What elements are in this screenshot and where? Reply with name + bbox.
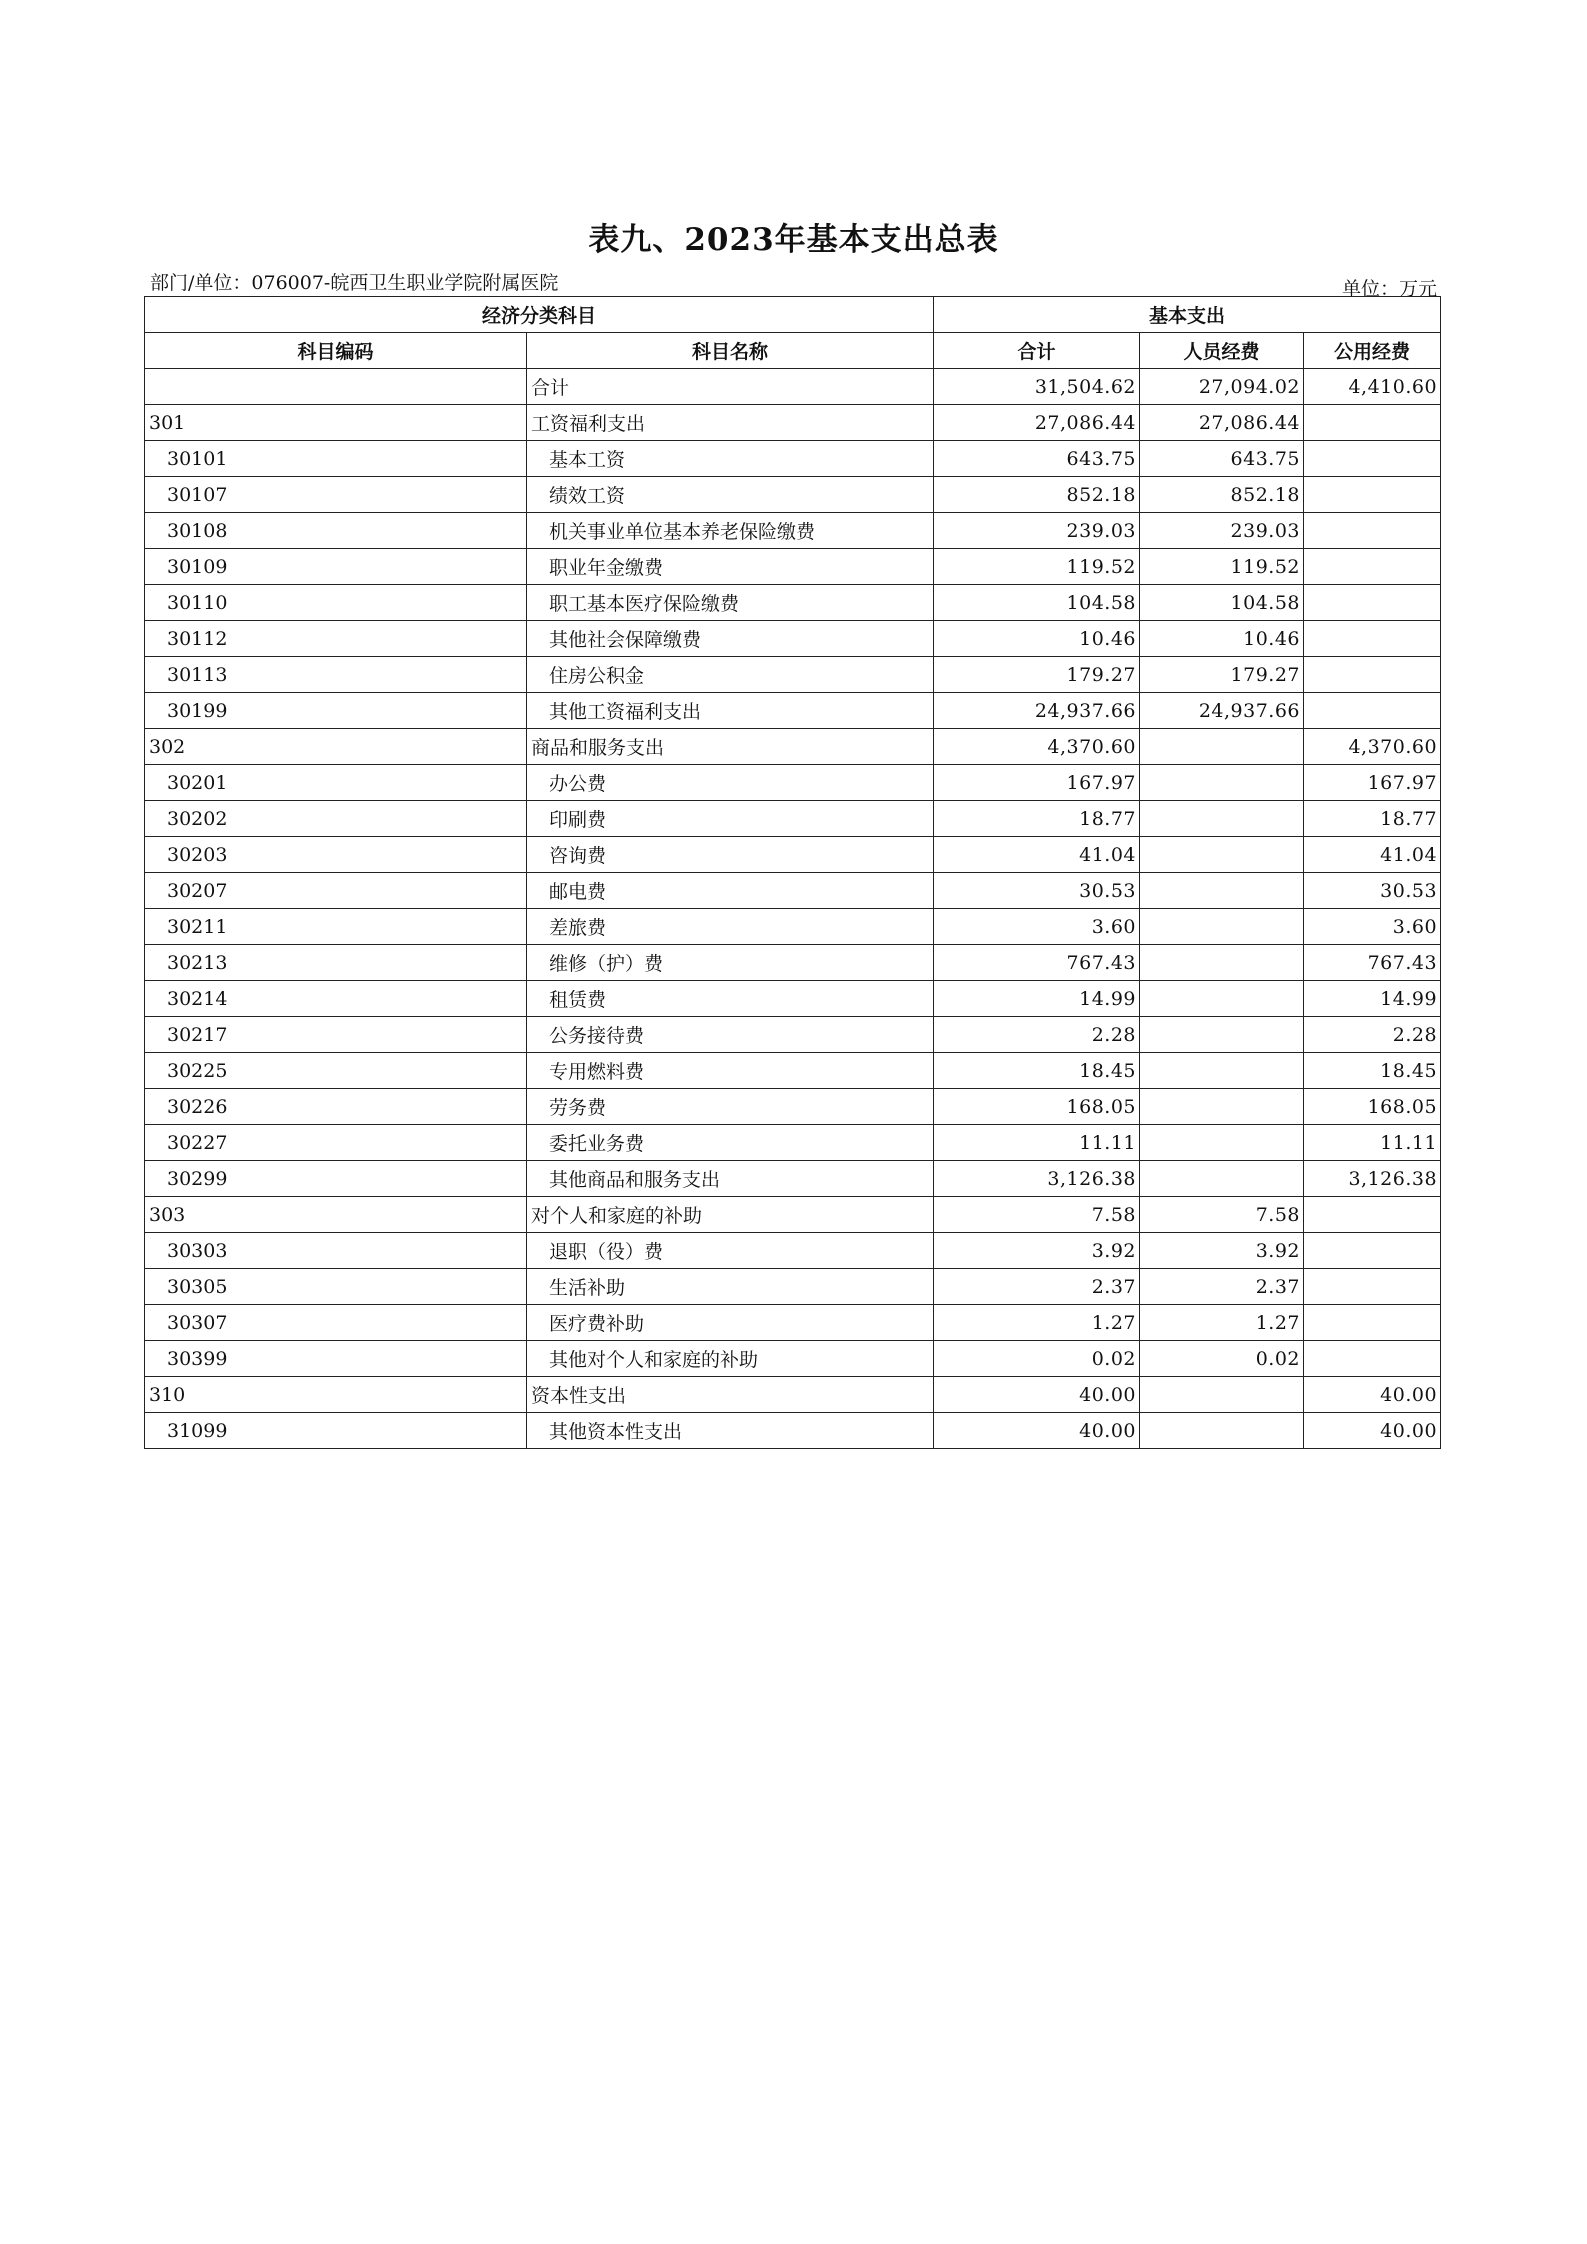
cell-personnel — [1140, 1053, 1304, 1089]
cell-public: 40.00 — [1304, 1377, 1441, 1413]
table-row — [145, 441, 1441, 477]
cell-code: 302 — [145, 729, 527, 765]
cell-name: 机关事业单位基本养老保险缴费 — [527, 513, 934, 549]
cell-code — [145, 369, 527, 405]
cell-personnel — [1140, 945, 1304, 981]
cell-code: 30202 — [145, 801, 527, 837]
cell-code: 30213 — [145, 945, 527, 981]
cell-personnel: 119.52 — [1140, 549, 1304, 585]
table-row — [145, 1017, 1441, 1053]
header-total: 合计 — [934, 333, 1140, 369]
table-row — [145, 1161, 1441, 1197]
cell-total: 167.97 — [934, 765, 1140, 801]
table-row — [145, 1341, 1441, 1377]
table-row — [145, 1197, 1441, 1233]
cell-public — [1304, 585, 1441, 621]
cell-personnel — [1140, 1413, 1304, 1449]
table-row — [145, 909, 1441, 945]
cell-personnel: 104.58 — [1140, 585, 1304, 621]
cell-public — [1304, 1233, 1441, 1269]
cell-public: 167.97 — [1304, 765, 1441, 801]
cell-code: 30199 — [145, 693, 527, 729]
cell-code: 30107 — [145, 477, 527, 513]
table-row — [145, 621, 1441, 657]
cell-name: 其他社会保障缴费 — [527, 621, 934, 657]
cell-name: 其他工资福利支出 — [527, 693, 934, 729]
cell-code: 30112 — [145, 621, 527, 657]
cell-personnel: 0.02 — [1140, 1341, 1304, 1377]
cell-personnel — [1140, 1161, 1304, 1197]
table-row — [145, 1089, 1441, 1125]
cell-code: 30109 — [145, 549, 527, 585]
cell-name: 住房公积金 — [527, 657, 934, 693]
cell-total: 119.52 — [934, 549, 1140, 585]
cell-name: 合计 — [527, 369, 934, 405]
cell-personnel — [1140, 1017, 1304, 1053]
table-row — [145, 729, 1441, 765]
cell-name: 绩效工资 — [527, 477, 934, 513]
cell-name: 医疗费补助 — [527, 1305, 934, 1341]
cell-total: 643.75 — [934, 441, 1140, 477]
table-row — [145, 369, 1441, 405]
table-row — [145, 585, 1441, 621]
cell-total: 10.46 — [934, 621, 1140, 657]
cell-name: 对个人和家庭的补助 — [527, 1197, 934, 1233]
cell-personnel: 27,086.44 — [1140, 405, 1304, 441]
cell-public — [1304, 1269, 1441, 1305]
cell-public — [1304, 1305, 1441, 1341]
cell-name: 其他对个人和家庭的补助 — [527, 1341, 934, 1377]
cell-name: 基本工资 — [527, 441, 934, 477]
cell-total: 168.05 — [934, 1089, 1140, 1125]
cell-personnel: 1.27 — [1140, 1305, 1304, 1341]
cell-total: 18.77 — [934, 801, 1140, 837]
table-row — [145, 1305, 1441, 1341]
table-row — [145, 981, 1441, 1017]
cell-public: 4,370.60 — [1304, 729, 1441, 765]
cell-code: 30305 — [145, 1269, 527, 1305]
cell-total: 18.45 — [934, 1053, 1140, 1089]
cell-public: 14.99 — [1304, 981, 1441, 1017]
table-row — [145, 657, 1441, 693]
cell-public: 18.45 — [1304, 1053, 1441, 1089]
basic-expenditure-table — [144, 296, 1441, 1449]
table-row — [145, 1413, 1441, 1449]
cell-name: 维修（护）费 — [527, 945, 934, 981]
cell-public: 3,126.38 — [1304, 1161, 1441, 1197]
cell-code: 303 — [145, 1197, 527, 1233]
cell-personnel — [1140, 1125, 1304, 1161]
table-row — [145, 1377, 1441, 1413]
table-row — [145, 405, 1441, 441]
header-public: 公用经费 — [1304, 333, 1441, 369]
cell-name: 咨询费 — [527, 837, 934, 873]
cell-code: 30299 — [145, 1161, 527, 1197]
header-economic-classification: 经济分类科目 — [145, 297, 934, 333]
cell-public — [1304, 513, 1441, 549]
cell-total: 1.27 — [934, 1305, 1140, 1341]
cell-personnel — [1140, 837, 1304, 873]
cell-personnel — [1140, 729, 1304, 765]
cell-code: 30211 — [145, 909, 527, 945]
cell-name: 其他商品和服务支出 — [527, 1161, 934, 1197]
cell-public: 767.43 — [1304, 945, 1441, 981]
cell-personnel — [1140, 1089, 1304, 1125]
cell-name: 公务接待费 — [527, 1017, 934, 1053]
cell-name: 资本性支出 — [527, 1377, 934, 1413]
cell-name: 委托业务费 — [527, 1125, 934, 1161]
cell-name: 生活补助 — [527, 1269, 934, 1305]
cell-name: 差旅费 — [527, 909, 934, 945]
cell-public — [1304, 621, 1441, 657]
cell-name: 职业年金缴费 — [527, 549, 934, 585]
page-title: 表九、2023年基本支出总表 — [588, 222, 999, 258]
cell-name: 专用燃料费 — [527, 1053, 934, 1089]
cell-public — [1304, 549, 1441, 585]
cell-code: 310 — [145, 1377, 527, 1413]
cell-public — [1304, 441, 1441, 477]
cell-public — [1304, 693, 1441, 729]
header-group-row — [145, 297, 1441, 333]
table-row — [145, 513, 1441, 549]
cell-personnel: 239.03 — [1140, 513, 1304, 549]
cell-name: 邮电费 — [527, 873, 934, 909]
table-row — [145, 945, 1441, 981]
cell-total: 4,370.60 — [934, 729, 1140, 765]
unit-label: 单位：万元 — [1341, 278, 1437, 300]
cell-total: 239.03 — [934, 513, 1140, 549]
header-code: 科目编码 — [145, 333, 527, 369]
cell-public: 3.60 — [1304, 909, 1441, 945]
cell-personnel — [1140, 765, 1304, 801]
cell-total: 767.43 — [934, 945, 1140, 981]
cell-total: 40.00 — [934, 1377, 1140, 1413]
table-row — [145, 1233, 1441, 1269]
cell-total: 27,086.44 — [934, 405, 1140, 441]
table-row — [145, 1125, 1441, 1161]
cell-total: 852.18 — [934, 477, 1140, 513]
cell-name: 其他资本性支出 — [527, 1413, 934, 1449]
table-row — [145, 837, 1441, 873]
cell-name: 退职（役）费 — [527, 1233, 934, 1269]
cell-personnel — [1140, 981, 1304, 1017]
cell-code: 30303 — [145, 1233, 527, 1269]
cell-code: 30307 — [145, 1305, 527, 1341]
cell-total: 3,126.38 — [934, 1161, 1140, 1197]
cell-personnel: 10.46 — [1140, 621, 1304, 657]
cell-name: 工资福利支出 — [527, 405, 934, 441]
cell-name: 印刷费 — [527, 801, 934, 837]
table-row — [145, 549, 1441, 585]
cell-public: 4,410.60 — [1304, 369, 1441, 405]
cell-code: 30113 — [145, 657, 527, 693]
cell-code: 30110 — [145, 585, 527, 621]
cell-public — [1304, 657, 1441, 693]
cell-public: 40.00 — [1304, 1413, 1441, 1449]
cell-code: 30227 — [145, 1125, 527, 1161]
cell-total: 0.02 — [934, 1341, 1140, 1377]
cell-code: 30108 — [145, 513, 527, 549]
cell-total: 14.99 — [934, 981, 1140, 1017]
table-row — [145, 477, 1441, 513]
table-row — [145, 801, 1441, 837]
cell-total: 3.92 — [934, 1233, 1140, 1269]
cell-total: 40.00 — [934, 1413, 1140, 1449]
cell-total: 31,504.62 — [934, 369, 1140, 405]
cell-personnel — [1140, 1377, 1304, 1413]
cell-code: 30214 — [145, 981, 527, 1017]
header-name: 科目名称 — [527, 333, 934, 369]
table-row — [145, 1053, 1441, 1089]
cell-name: 职工基本医疗保险缴费 — [527, 585, 934, 621]
cell-public — [1304, 405, 1441, 441]
cell-personnel: 27,094.02 — [1140, 369, 1304, 405]
cell-total: 41.04 — [934, 837, 1140, 873]
cell-total: 104.58 — [934, 585, 1140, 621]
cell-personnel: 179.27 — [1140, 657, 1304, 693]
cell-name: 劳务费 — [527, 1089, 934, 1125]
cell-total: 11.11 — [934, 1125, 1140, 1161]
cell-personnel — [1140, 909, 1304, 945]
cell-name: 租赁费 — [527, 981, 934, 1017]
cell-public: 18.77 — [1304, 801, 1441, 837]
cell-name: 办公费 — [527, 765, 934, 801]
cell-personnel: 24,937.66 — [1140, 693, 1304, 729]
cell-total: 7.58 — [934, 1197, 1140, 1233]
department-label: 部门/单位：076007-皖西卫生职业学院附属医院 — [150, 272, 559, 294]
cell-personnel: 643.75 — [1140, 441, 1304, 477]
cell-total: 179.27 — [934, 657, 1140, 693]
cell-personnel: 2.37 — [1140, 1269, 1304, 1305]
table-row — [145, 1269, 1441, 1305]
cell-code: 31099 — [145, 1413, 527, 1449]
cell-code: 30217 — [145, 1017, 527, 1053]
cell-code: 30225 — [145, 1053, 527, 1089]
cell-total: 30.53 — [934, 873, 1140, 909]
cell-name: 商品和服务支出 — [527, 729, 934, 765]
cell-total: 2.28 — [934, 1017, 1140, 1053]
table-body — [145, 369, 1441, 1449]
cell-personnel: 7.58 — [1140, 1197, 1304, 1233]
cell-personnel: 852.18 — [1140, 477, 1304, 513]
cell-public — [1304, 477, 1441, 513]
cell-total: 24,937.66 — [934, 693, 1140, 729]
header-personnel: 人员经费 — [1140, 333, 1304, 369]
cell-code: 30207 — [145, 873, 527, 909]
cell-public: 30.53 — [1304, 873, 1441, 909]
header-basic-expenditure: 基本支出 — [934, 297, 1441, 333]
cell-total: 3.60 — [934, 909, 1140, 945]
cell-personnel: 3.92 — [1140, 1233, 1304, 1269]
cell-code: 30101 — [145, 441, 527, 477]
cell-public — [1304, 1197, 1441, 1233]
header-column-row — [145, 333, 1441, 369]
table-row — [145, 693, 1441, 729]
cell-public — [1304, 1341, 1441, 1377]
cell-personnel — [1140, 873, 1304, 909]
table-row — [145, 765, 1441, 801]
cell-public: 168.05 — [1304, 1089, 1441, 1125]
cell-code: 30226 — [145, 1089, 527, 1125]
cell-public: 11.11 — [1304, 1125, 1441, 1161]
cell-personnel — [1140, 801, 1304, 837]
cell-public: 41.04 — [1304, 837, 1441, 873]
table-row — [145, 873, 1441, 909]
cell-code: 30201 — [145, 765, 527, 801]
cell-code: 30203 — [145, 837, 527, 873]
cell-public: 2.28 — [1304, 1017, 1441, 1053]
cell-code: 30399 — [145, 1341, 527, 1377]
cell-code: 301 — [145, 405, 527, 441]
cell-total: 2.37 — [934, 1269, 1140, 1305]
